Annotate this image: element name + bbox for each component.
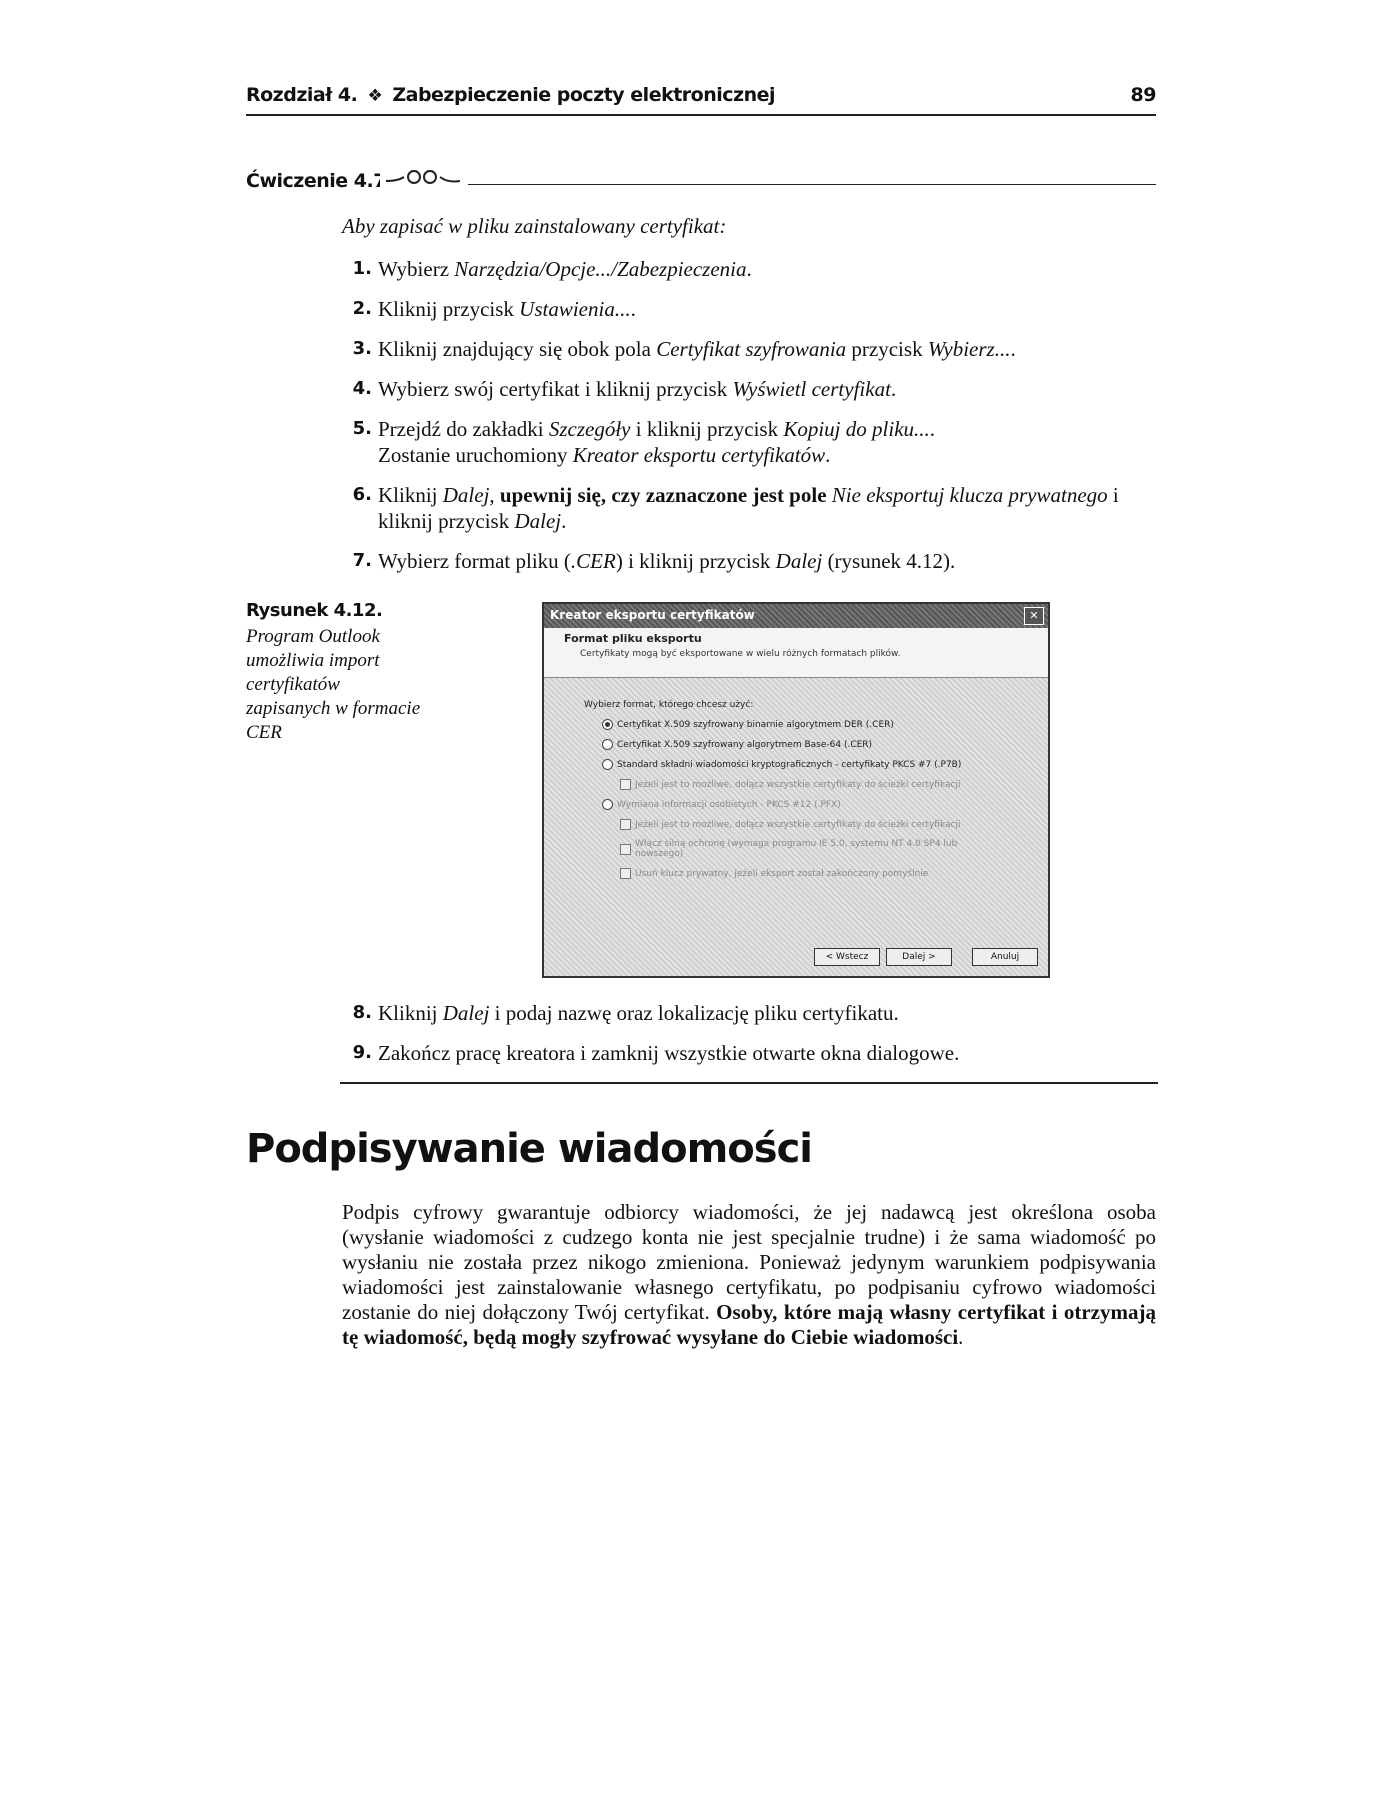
text-run: Wybierz swój certyfikat i kliknij przycisk — [378, 377, 733, 401]
paragraph-text: Podpis cyfrowy gwarantuje odbiorcy wiadomości, że jej nadawcą jest określona osoba (wysłanie wiadomości z cudzego konta nie jest specjalnie trudne) i że sama wiadomość po wysłaniu nie została przez nikogo zmieniona. Ponieważ jedynym warunkiem podpisywania wiadomości jest zainstalowanie własnego certyfikatu, po podpisaniu cyfrowo wiadomości zostanie do niej dołączony Twój certyfikat. — [342, 1200, 1156, 1324]
radio-button[interactable] — [602, 739, 613, 750]
option-label: Wymiana informacji osobistych - PKCS #12 (.PFX) — [617, 799, 841, 810]
list-item — [350, 416, 1150, 468]
list-item — [350, 1000, 1150, 1026]
text-run: Kliknij przycisk — [378, 297, 520, 321]
text-run: Zostanie uruchomiony — [378, 443, 573, 467]
step-number: 9. — [352, 1042, 372, 1063]
list-item — [350, 548, 1150, 574]
text-run: Zakończ pracę kreatora i zamknij wszystkie otwarte okna dialogowe. — [378, 1041, 960, 1065]
text-run: . — [746, 257, 752, 281]
text-run: , — [489, 483, 500, 507]
list-item — [350, 256, 1150, 282]
paragraph-bold-text: Osoby, które mają własny certyfikat i otrzymają tę wiadomość, będą mogły szyfrować wysyłane do Ciebie wiadomości — [342, 1300, 1156, 1349]
list-item — [350, 336, 1150, 362]
dialog-titlebar — [544, 604, 1048, 628]
step-text — [378, 336, 1150, 362]
dialog-title: Kreator eksportu certyfikatów — [550, 608, 755, 622]
radio-button[interactable] — [602, 719, 613, 730]
bold-text: upewnij się, czy zaznaczone jest pole — [499, 483, 827, 507]
page-number: 89 — [1130, 84, 1156, 106]
text-run: i kliknij przycisk — [630, 417, 784, 441]
step-text — [378, 482, 1150, 534]
italic-term: Narzędzia/Opcje.../Zabezpieczenia — [454, 257, 747, 281]
checkbox[interactable] — [620, 844, 631, 855]
text-run: (rysunek 4.12). — [822, 549, 956, 573]
step-number: 8. — [352, 1002, 372, 1023]
format-question: Wybierz format, którego chcesz użyć: — [584, 700, 754, 710]
step-text — [378, 256, 1150, 282]
text-run: . — [929, 417, 936, 441]
step-number: 7. — [352, 550, 372, 571]
italic-term: Kreator eksportu certyfikatów — [572, 443, 826, 467]
format-radio-option[interactable] — [602, 759, 1008, 770]
format-radio-option[interactable] — [602, 719, 1008, 730]
text-run: ) i kliknij przycisk — [615, 549, 776, 573]
text-run: . — [630, 297, 636, 321]
option-label: Jeżeli jest to możliwe, dołącz wszystkie certyfikaty do ścieżki certyfikacji — [635, 779, 961, 790]
italic-term: Wybierz... — [927, 337, 1011, 361]
figure-caption — [246, 600, 426, 745]
list-item — [350, 376, 1150, 402]
italic-term: Ustawienia... — [519, 297, 631, 321]
text-run: Wybierz — [378, 257, 455, 281]
back-button[interactable]: < Wstecz — [814, 948, 880, 966]
text-run: Kliknij znajdujący się obok pola — [378, 337, 657, 361]
section-title: Podpisywanie wiadomości — [246, 1126, 813, 1172]
diamond-icon: ❖ — [367, 86, 383, 106]
step-text — [378, 1040, 1150, 1066]
step-number: 2. — [352, 298, 372, 319]
option-label: Standard składni wiadomości kryptograficznych - certyfikaty PKCS #7 (.P7B) — [617, 759, 962, 770]
italic-term: .CER — [570, 549, 616, 573]
list-item — [350, 482, 1150, 534]
format-options — [584, 719, 1008, 879]
italic-term: Certyfikat szyfrowania — [656, 337, 847, 361]
radio-button[interactable] — [602, 799, 613, 810]
format-checkbox-option[interactable] — [620, 819, 1008, 830]
next-button[interactable]: Dalej > — [886, 948, 952, 966]
chapter-label: Rozdział 4. — [246, 84, 358, 106]
close-icon[interactable]: ✕ — [1024, 607, 1044, 625]
checkbox[interactable] — [620, 868, 631, 879]
option-label: Certyfikat X.509 szyfrowany binarnie algorytmem DER (.CER) — [617, 719, 894, 730]
italic-term: Dalej — [442, 483, 490, 507]
format-radio-option[interactable] — [602, 739, 1008, 750]
figure-description: Program Outlook umożliwia import certyfikatów zapisanych w formacie CER — [246, 626, 421, 743]
dialog-body — [544, 678, 1048, 889]
italic-term: Wyświetl certyfikat — [732, 377, 891, 401]
text-run: Kliknij — [378, 1001, 443, 1025]
radio-button[interactable] — [602, 759, 613, 770]
option-label: Włącz silną ochronę (wymaga programu IE 5.0, systemu NT 4.0 SP4 lub nowszego) — [634, 839, 958, 859]
export-wizard-dialog — [542, 602, 1050, 978]
step-number: 5. — [352, 418, 372, 439]
step-number: 1. — [352, 258, 372, 279]
exercise-label: Ćwiczenie 4.7. — [246, 170, 399, 192]
ornament-icon — [380, 167, 468, 187]
dialog-buttons — [808, 948, 1038, 966]
step-number: 6. — [352, 484, 372, 505]
chapter-title: Zabezpieczenie poczty elektronicznej — [392, 84, 776, 106]
format-checkbox-option[interactable] — [620, 839, 1008, 859]
text-run: Przejdź do zakładki — [378, 417, 549, 441]
italic-term: Dalej — [775, 549, 823, 573]
steps-list — [350, 256, 1150, 588]
format-checkbox-option[interactable] — [620, 779, 1008, 790]
exercise-end-rule — [340, 1082, 1158, 1084]
italic-term: Kopiuj do pliku... — [783, 417, 930, 441]
option-label: Usuń klucz prywatny, jeżeli eksport został zakończony pomyślnie — [635, 868, 929, 879]
italic-term: Nie eksportuj klucza prywatnego — [831, 483, 1108, 507]
text-run: . — [1010, 337, 1016, 361]
text-run: przycisk — [846, 337, 928, 361]
text-run: i podaj nazwę oraz lokalizację pliku certyfikatu. — [489, 1001, 899, 1025]
step-number: 3. — [352, 338, 372, 359]
option-label: Certyfikat X.509 szyfrowany algorytmem Base-64 (.CER) — [617, 739, 873, 750]
paragraph-end: . — [958, 1325, 964, 1349]
italic-term: Dalej — [442, 1001, 490, 1025]
text-run: . — [825, 443, 831, 467]
exercise-heading — [246, 170, 1156, 194]
text-run: . — [890, 377, 897, 401]
step-text — [378, 548, 1150, 574]
steps-list-continued — [350, 1000, 1150, 1080]
list-item — [350, 1040, 1150, 1066]
checkbox[interactable] — [620, 779, 631, 790]
cancel-button[interactable]: Anuluj — [972, 948, 1038, 966]
step-number: 4. — [352, 378, 372, 399]
format-checkbox-option[interactable] — [620, 868, 1008, 879]
step-text — [378, 416, 1150, 468]
running-header — [246, 84, 1156, 116]
step-text — [378, 376, 1150, 402]
figure-label: Rysunek 4.12. — [246, 600, 383, 621]
dialog-heading: Format pliku eksportu — [564, 632, 702, 645]
italic-term: Szczegóły — [548, 417, 631, 441]
running-title — [246, 84, 775, 106]
text-run: Kliknij — [378, 483, 443, 507]
format-radio-option[interactable] — [602, 799, 1008, 810]
exercise-intro: Aby zapisać w pliku zainstalowany certyfikat: — [342, 214, 727, 238]
text-run: i kliknij przycisk — [378, 483, 1119, 533]
exercise-rule — [362, 184, 1156, 185]
italic-term: Dalej — [514, 509, 562, 533]
dialog-header — [544, 628, 1048, 678]
checkbox[interactable] — [620, 819, 631, 830]
section-paragraph — [342, 1200, 1156, 1350]
list-item — [350, 296, 1150, 322]
step-text — [378, 1000, 1150, 1026]
text-run: . — [561, 509, 567, 533]
text-run: Wybierz format pliku ( — [378, 549, 571, 573]
option-label: Jeżeli jest to możliwe, dołącz wszystkie certyfikaty do ścieżki certyfikacji — [635, 819, 961, 830]
dialog-subheading: Certyfikaty mogą być eksportowane w wielu różnych formatach plików. — [580, 649, 901, 659]
step-text — [378, 296, 1150, 322]
